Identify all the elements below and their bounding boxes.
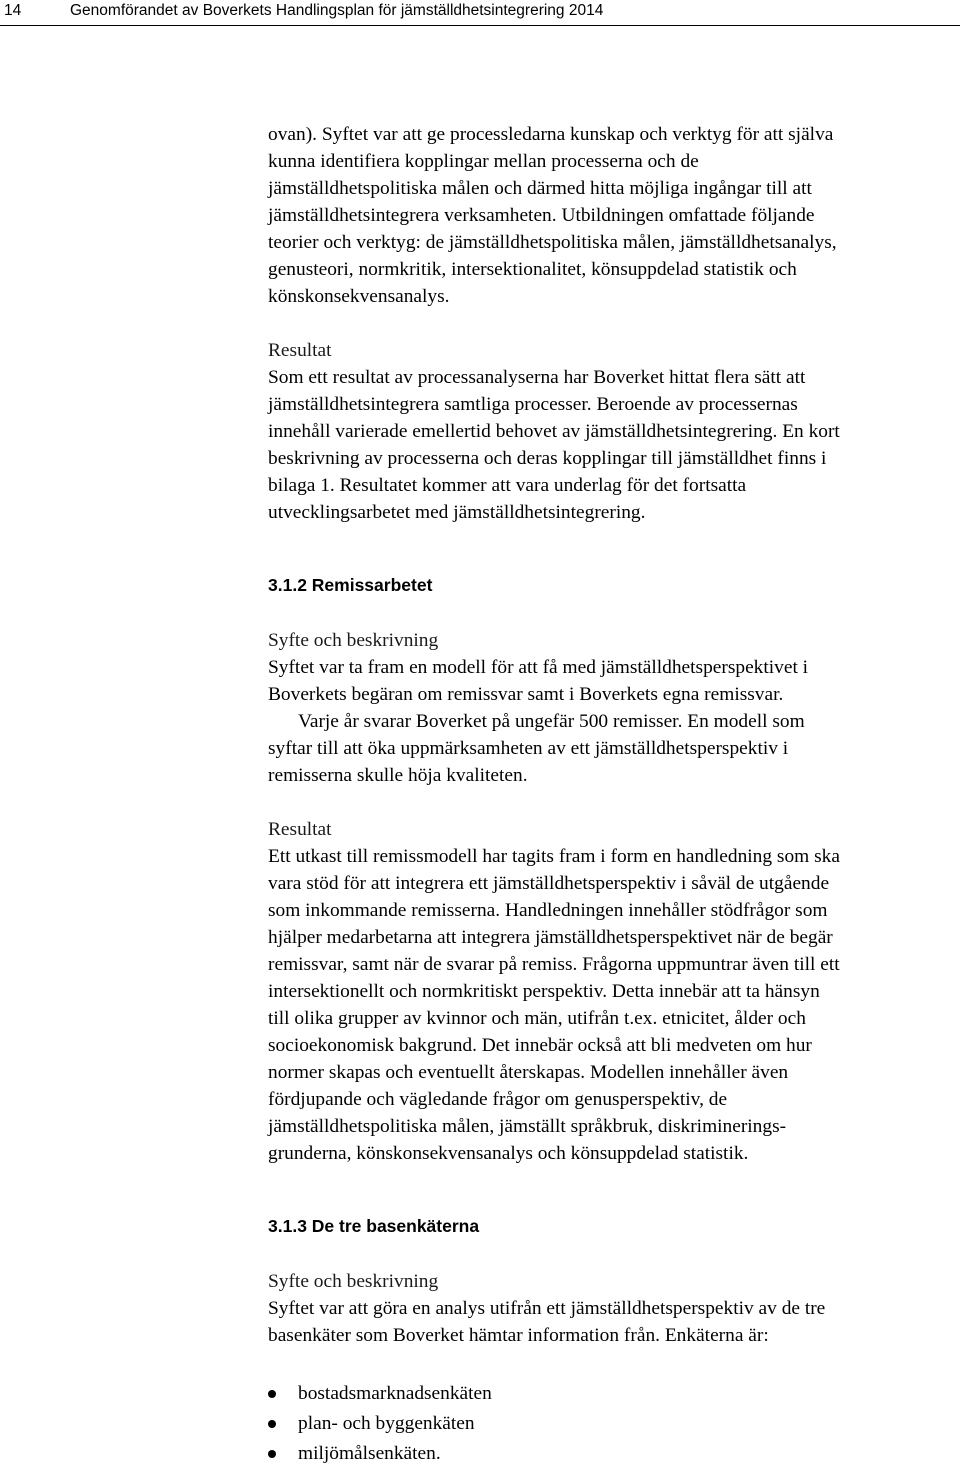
text-line: vara stöd för att integrera ett jämställdhetsperspektiv i såväl de utgående <box>268 873 830 894</box>
text-line: Ett utkast till remissmodell har tagits fram i form en handledning som ska <box>268 846 840 867</box>
text-line: Som ett resultat av processanalyserna har Boverket hittat flera sätt att <box>268 367 806 388</box>
text-line: till olika grupper av kvinnor och män, utifrån t.ex. etnicitet, ålder och <box>268 1008 806 1029</box>
text-line: socioekonomisk bakgrund. Det innebär också att bli medveten om hur <box>268 1035 812 1056</box>
resultat-heading-312: Resultat <box>268 819 332 840</box>
enkat-list <box>268 1379 958 1469</box>
text-line: teorier och verktyg: de jämställdhetspolitiska målen, jämställdhetsanalys, <box>268 232 837 253</box>
paragraph-resultat-1 <box>268 364 958 526</box>
section-heading-312: 3.1.2 Remissarbetet <box>268 575 433 595</box>
text-line: bilaga 1. Resultatet kommer att vara underlag för det fortsatta <box>268 475 747 496</box>
running-header-title: Genomförandet av Boverkets Handlingsplan för jämställdhetsintegrering 2014 <box>70 2 604 19</box>
bullet-icon <box>268 1390 276 1398</box>
list-item-label: miljömålsenkäten. <box>298 1443 441 1464</box>
list-item-label: bostadsmarknadsenkäten <box>298 1383 492 1404</box>
text-line: innehåll varierade emellertid behovet av jämställdhetsintegrering. En kort <box>268 421 840 442</box>
text-line: beskrivning av processerna och deras kopplingar till jämställdhet finns i <box>268 448 827 469</box>
paragraph-utbildning <box>268 121 958 310</box>
header-rule <box>0 25 960 26</box>
text-line: intersektionellt och normkritiskt perspektiv. Detta innebär att ta hänsyn <box>268 981 820 1002</box>
text-line: Syftet var ta fram en modell för att få med jämställdhetsperspektivet i <box>268 657 809 678</box>
list-item-label: plan- och byggenkäten <box>298 1413 475 1434</box>
bullet-icon <box>268 1450 276 1458</box>
text-line: könskonsekvensanalys. <box>268 286 450 307</box>
text-line: syftar till att öka uppmärksamheten av ett jämställdhetsperspektiv i <box>268 738 789 759</box>
syfte-heading-312: Syfte och beskrivning <box>268 630 439 651</box>
text-line: normer skapas och eventuellt återskapas. Modellen innehåller även <box>268 1062 789 1083</box>
page-header <box>0 0 960 42</box>
text-line: jämställdhetsintegrera samtliga processer. Beroende av processernas <box>268 394 798 415</box>
text-line: hjälper medarbetarna att integrera jämställdhetsperspektivet när de begär <box>268 927 833 948</box>
section-heading-313: 3.1.3 De tre basenkäterna <box>268 1216 480 1236</box>
text-line: basenkäter som Boverket hämtar information från. Enkäterna är: <box>268 1325 769 1346</box>
text-line: Varje år svarar Boverket på ungefär 500 remisser. En modell som <box>298 711 805 732</box>
page-number: 14 <box>4 2 22 19</box>
text-line: fördjupande och vägledande frågor om genusperspektiv, de <box>268 1089 728 1110</box>
text-line: remissvar, samt när de svarar på remiss. Frågorna uppmuntrar även till ett <box>268 954 840 975</box>
paragraph-syfte-313 <box>268 1295 958 1349</box>
text-line: jämställdhetspolitiska målen, jämställt språkbruk, diskriminerings- <box>268 1116 787 1137</box>
page-body <box>268 121 958 1469</box>
text-line: jämställdhetspolitiska målen och därmed hitta möjliga ingångar till att <box>268 178 812 199</box>
text-line: jämställdhetsintegrera verksamheten. Utbildningen omfattade följande <box>268 205 815 226</box>
list-item <box>268 1409 958 1439</box>
text-line: Syftet var att göra en analys utifrån ett jämställdhetsperspektiv av de tre <box>268 1298 826 1319</box>
text-line: genusteori, normkritik, intersektionalitet, könsuppdelad statistik och <box>268 259 797 280</box>
text-line: remisserna skulle höja kvaliteten. <box>268 765 528 786</box>
paragraph-resultat-312 <box>268 843 958 1167</box>
text-line: grunderna, könskonsekvensanalys och könsuppdelad statistik. <box>268 1143 749 1164</box>
text-line: utvecklingsarbetet med jämställdhetsintegrering. <box>268 502 646 523</box>
resultat-heading-1: Resultat <box>268 340 332 361</box>
text-line: kunna identifiera kopplingar mellan processerna och de <box>268 151 699 172</box>
list-item <box>268 1379 958 1409</box>
paragraph-syfte-312 <box>268 654 958 789</box>
text-line: som inkommande remisserna. Handledningen innehåller stödfrågor som <box>268 900 828 921</box>
list-item <box>268 1439 958 1469</box>
syfte-heading-313: Syfte och beskrivning <box>268 1271 439 1292</box>
text-line: ovan). Syftet var att ge processledarna kunskap och verktyg för att själva <box>268 124 834 145</box>
bullet-icon <box>268 1420 276 1428</box>
text-line: Boverkets begäran om remissvar samt i Boverkets egna remissvar. <box>268 684 784 705</box>
